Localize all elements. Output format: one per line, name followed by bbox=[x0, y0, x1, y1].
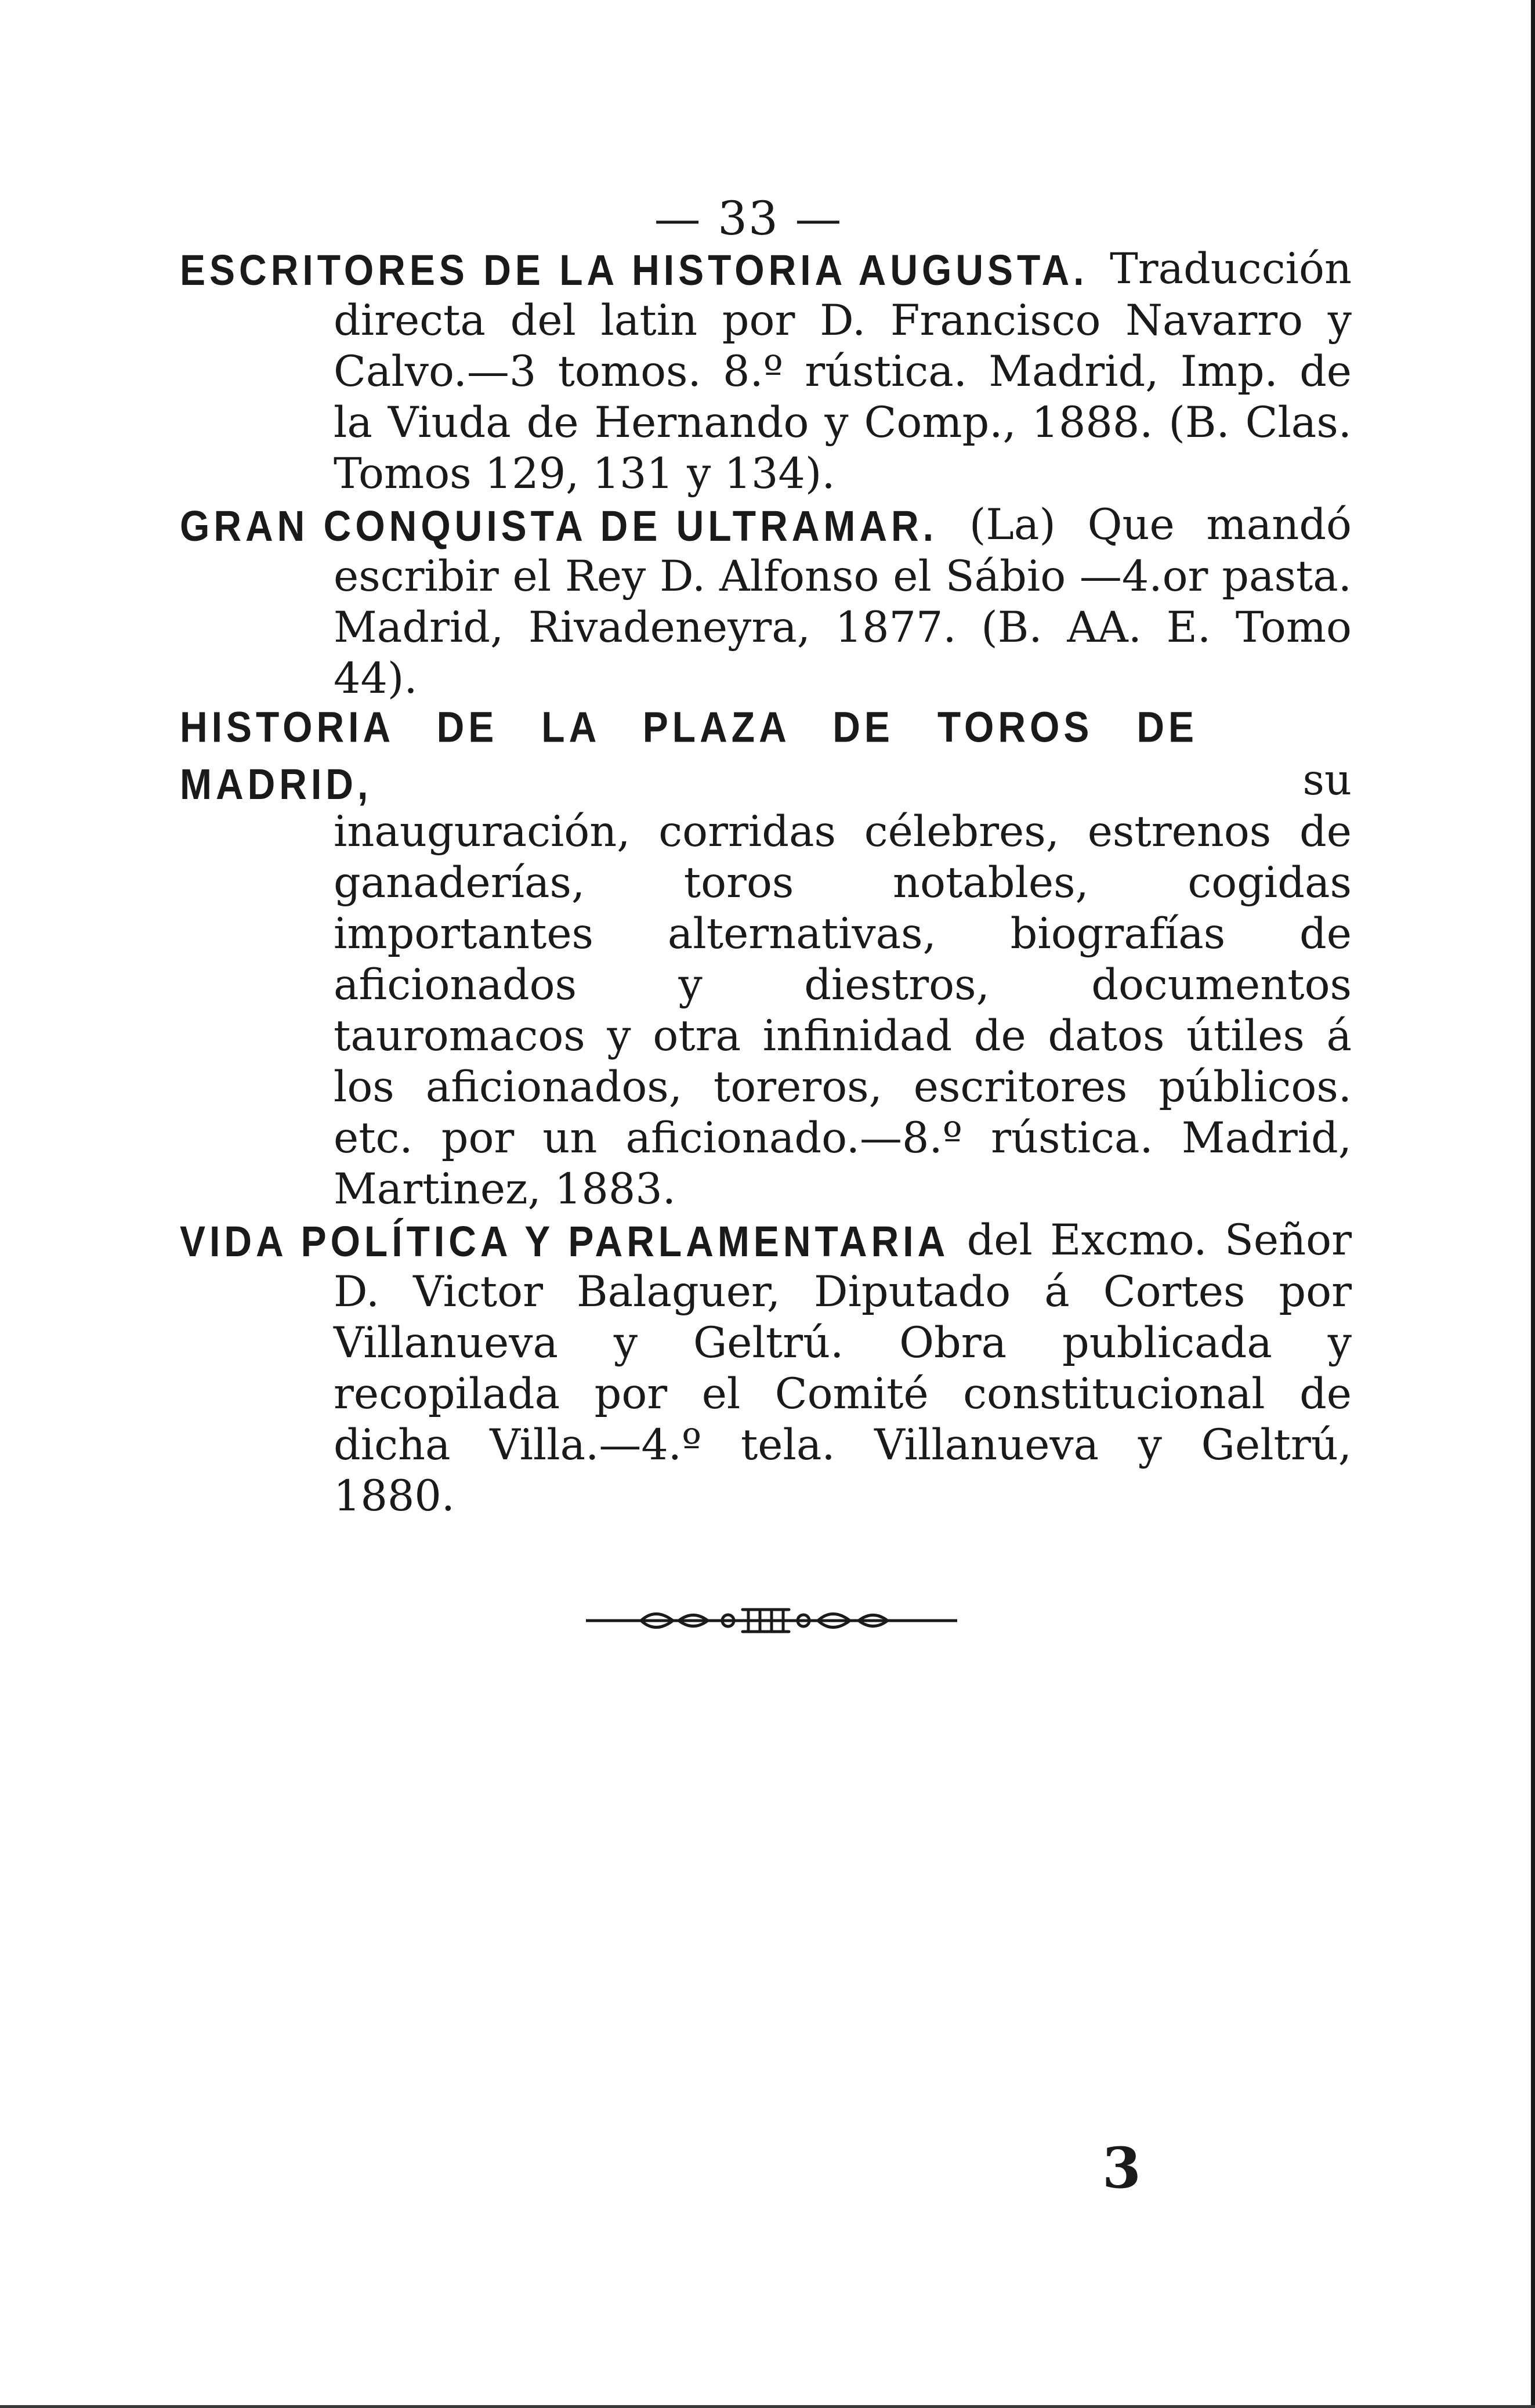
entry-title: GRAN CONQUISTA DE ULTRAMAR. bbox=[180, 501, 938, 550]
catalog-entry bbox=[180, 244, 1352, 500]
catalog-entry bbox=[180, 500, 1352, 704]
entry-text: (La) Que mandó escribir el Rey D. Alfonso el Sábio —4.or pasta. Madrid, Rivadeneyra, 1877. (B. AA. E. Tomo 44). bbox=[334, 500, 1352, 703]
entry-text: Traducción directa del latin por D. Francisco Navarro y Calvo.—3 tomos. 8.º rústica. Madrid, Imp. de la Viuda de Hernando y Comp., 1888. (B. Clas. Tomos 129, 131 y 134). bbox=[334, 244, 1352, 498]
entry-text: del Excmo. Señor D. Victor Balaguer, Diputado á Cortes por Villanueva y Geltrú. Obra publicada y recopilada por el Comité constitucional de dicha Villa.—4.º tela. Villanueva y Geltrú, 1880. bbox=[334, 1216, 1352, 1521]
ornament-divider bbox=[586, 1600, 957, 1641]
entry-title: HISTORIA DE LA PLAZA DE TOROS DE MADRID, bbox=[180, 703, 1198, 808]
catalog-entry bbox=[180, 1215, 1352, 1522]
page-edge-right bbox=[1531, 0, 1535, 2408]
entry-title: ESCRITORES DE LA HISTORIA AUGUSTA. bbox=[180, 245, 1088, 294]
entry-text: su inauguración, corridas célebres, estrenos de ganaderías, toros notables, cogidas importantes alternativas, biografías de aficionados y diestros, documentos tauromacos y otra infinidad de datos útiles á los aficionados, toreros, escritores públicos. etc. por un aficionado.—8.º rústica. Madrid, Martinez, 1883. bbox=[334, 755, 1352, 1214]
page-edge-bottom bbox=[0, 2405, 1535, 2408]
catalog-entry bbox=[180, 704, 1352, 1215]
catalog-entries bbox=[180, 244, 1352, 1522]
page-number: — 33 — bbox=[654, 191, 843, 245]
entry-title: VIDA POLÍTICA Y PARLAMENTARIA bbox=[180, 1217, 950, 1266]
signature-mark: 3 bbox=[1102, 2135, 1141, 2201]
